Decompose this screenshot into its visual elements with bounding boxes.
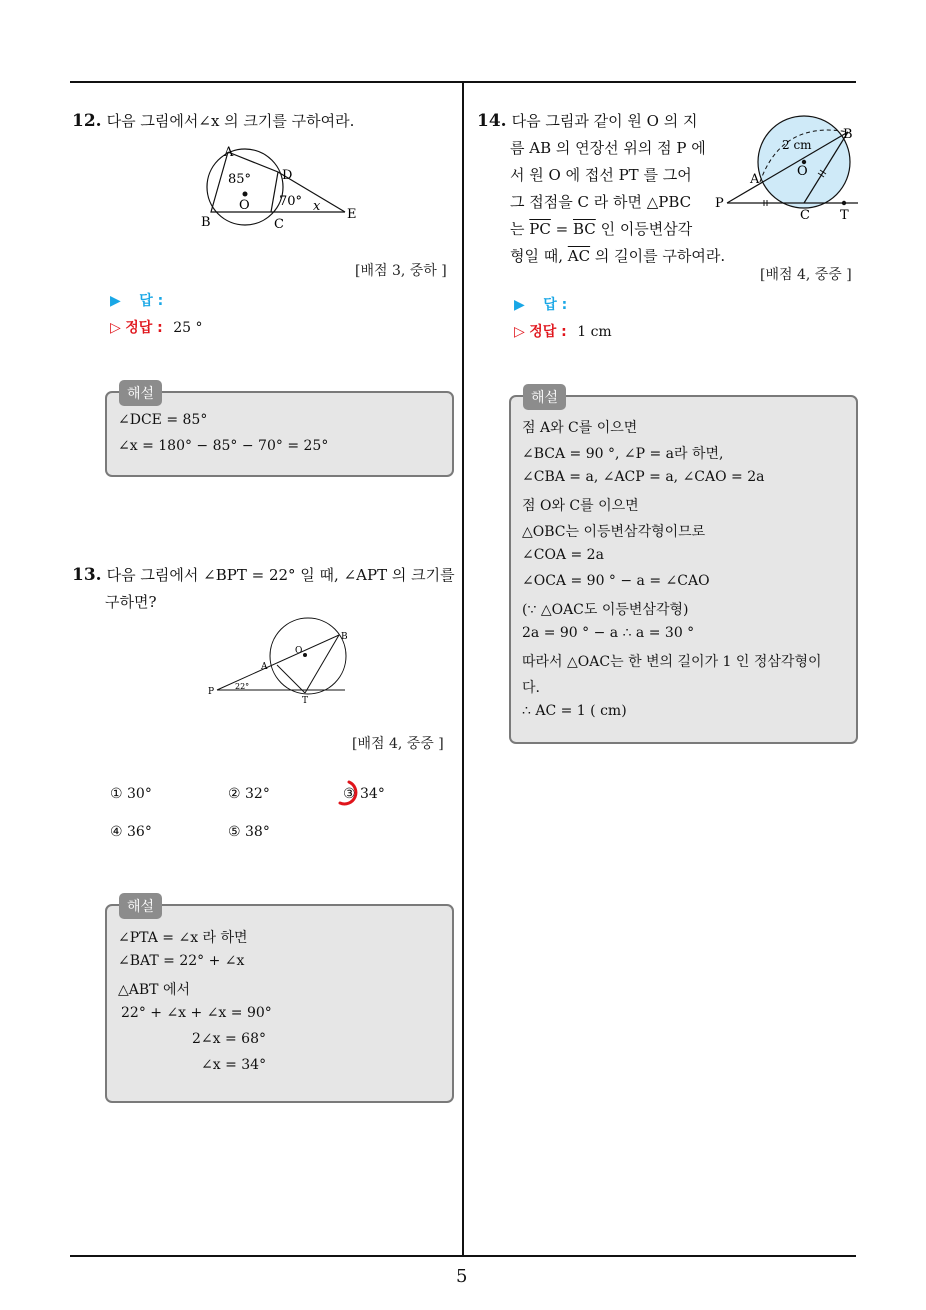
q14-explain-line: 점 O와 C를 이으면 — [522, 498, 639, 514]
correct-arrow-icon: ▷ — [110, 320, 121, 336]
choice-4[interactable]: ④ 36° — [110, 824, 152, 840]
q14-explain-line: (∵ △OAC도 이등변삼각형) — [522, 602, 689, 618]
q12-label-C: C — [274, 217, 284, 232]
q12-label-D: D — [282, 168, 293, 183]
q14-explain-line: △OBC는 이등변삼각형이므로 — [522, 524, 706, 540]
question-text-cont: 름 AB 의 연장선 위의 점 P 에 — [510, 139, 706, 157]
choice-1[interactable]: ① 30° — [110, 786, 152, 802]
q12-label-E: E — [347, 207, 357, 222]
q13-explain-line: △ABT 에서 — [118, 982, 191, 998]
q12-angle-70: 70° — [279, 194, 303, 209]
q14-explain-line: ∴ AC = 1 ( cm) — [522, 703, 627, 719]
q14-explain-line: 점 A와 C를 이으면 — [522, 420, 638, 436]
q14-label-P: P — [715, 196, 724, 211]
q14-explain-line: ∠BCA = 90 °, ∠P = a라 하면, — [522, 446, 724, 462]
q14-label-T: T — [840, 208, 849, 223]
q14-length-label: 2 cm — [782, 138, 812, 152]
q14-explain-line: 2a = 90 ° − a ∴ a = 30 ° — [522, 625, 695, 641]
text-fragment: 형일 때, — [510, 247, 564, 265]
correct-circle-icon — [334, 779, 364, 809]
segment-PC: $\overline{PC}$ — [529, 220, 551, 238]
q13-label-T: T — [302, 696, 309, 706]
q12-explanation-tab: 해설 — [119, 380, 162, 406]
question-text-cont: 구하면? — [105, 593, 157, 611]
q14-figure — [712, 108, 860, 223]
correct-label: 정답 : — [125, 320, 163, 336]
text-fragment: = — [555, 220, 569, 238]
page-number: 5 — [456, 1266, 468, 1287]
answer-label: 답 : — [543, 297, 568, 313]
q12-label-O: O — [239, 198, 250, 213]
q13-explain-line: ∠BAT = 22° + ∠x — [118, 953, 245, 969]
question-text: 다음 그림에서 ∠BPT = 22° 일 때, ∠APT 의 크기를 — [106, 566, 455, 584]
q14-answer-row[interactable] — [514, 294, 567, 314]
choice-5[interactable]: ⑤ 38° — [228, 824, 270, 840]
q12-angle-x: x — [313, 199, 321, 214]
q12-explain-line: ∠DCE = 85° — [118, 412, 208, 428]
q12-meta: [배점 3, 중하 ] — [355, 263, 447, 279]
correct-label: 정답 : — [529, 324, 567, 340]
question-number: 12. — [72, 111, 102, 131]
segment-AC: $\overline{AC}$ — [567, 247, 591, 265]
q14-label-C: C — [800, 208, 810, 223]
answer-label: 답 : — [139, 293, 164, 309]
q13-explanation-tab: 해설 — [119, 893, 162, 919]
q14-correct-row — [514, 321, 612, 341]
q14-explain-line: ∠OCA = 90 ° − a = ∠CAO — [522, 573, 710, 589]
q14-label-B: B — [843, 127, 853, 142]
q14-explain-line: ∠COA = 2a — [522, 547, 604, 563]
q13-label-O: O — [295, 646, 303, 656]
q14-explain-line: ∠CBA = a, ∠ACP = a, ∠CAO = 2a — [522, 469, 765, 485]
text-fragment: 의 길이를 구하여라. — [594, 247, 726, 265]
q13-explain-line: ∠x = 34° — [201, 1057, 267, 1073]
q12-explain-line: ∠x = 180° − 85° − 70° = 25° — [118, 438, 329, 454]
correct-arrow-icon: ▷ — [514, 324, 525, 340]
q13-explain-line: 22° + ∠x + ∠x = 90° — [121, 1005, 272, 1021]
q14-explain-line: 다. — [522, 680, 540, 696]
question-13 — [72, 562, 462, 616]
correct-value: 1 cm — [577, 324, 612, 340]
answer-arrow-icon: ▶ — [514, 297, 525, 313]
question-text-cont — [510, 243, 737, 270]
text-fragment: 는 — [510, 220, 525, 238]
q12-angle-85: 85° — [228, 172, 252, 187]
column-divider — [462, 83, 464, 1256]
q14-meta: [배점 4, 중중 ] — [760, 267, 852, 283]
choice-3-value: 34° — [360, 786, 385, 802]
question-text-cont — [510, 216, 737, 243]
answer-arrow-icon: ▶ — [110, 293, 121, 309]
question-text-cont: 그 접점을 C 라 하면 △PBC — [510, 193, 692, 211]
text-fragment: 인 이등변삼각 — [600, 220, 693, 238]
correct-value: 25 ° — [173, 320, 203, 336]
q12-label-B: B — [201, 215, 211, 230]
question-14 — [477, 108, 737, 270]
q14-explanation-tab: 해설 — [523, 384, 566, 410]
q13-label-P: P — [208, 687, 215, 697]
q13-meta: [배점 4, 중중 ] — [352, 736, 444, 752]
q13-label-A: A — [261, 662, 268, 672]
q13-angle-22: 22° — [235, 682, 250, 691]
segment-BC: $\overline{BC}$ — [573, 220, 596, 238]
question-text-cont: 서 원 O 에 접선 PT 를 그어 — [510, 166, 692, 184]
bottom-rule — [70, 1255, 856, 1257]
q12-figure — [195, 140, 375, 235]
q13-explain-line: 2∠x = 68° — [192, 1031, 266, 1047]
q14-explain-line: 따라서 △OAC는 한 변의 길이가 1 인 정삼각형이 — [522, 654, 822, 670]
q12-correct-row — [110, 317, 202, 337]
q14-label-A: A — [750, 172, 760, 187]
q13-label-B: B — [341, 632, 348, 642]
question-number: 14. — [477, 111, 507, 131]
choice-2[interactable]: ② 32° — [228, 786, 270, 802]
question-12 — [72, 108, 457, 135]
question-text: 다음 그림과 같이 원 O 의 지 — [511, 112, 698, 130]
question-number: 13. — [72, 565, 102, 585]
q14-label-O: O — [797, 164, 808, 179]
q13-explain-line: ∠PTA = ∠x 라 하면 — [118, 930, 248, 946]
q12-answer-row[interactable] — [110, 290, 163, 310]
q12-label-A: A — [224, 145, 234, 160]
q13-figure — [205, 615, 365, 710]
question-text: 다음 그림에서∠x 의 크기를 구하여라. — [106, 112, 355, 130]
choice-3-mark: ③ — [343, 786, 356, 802]
